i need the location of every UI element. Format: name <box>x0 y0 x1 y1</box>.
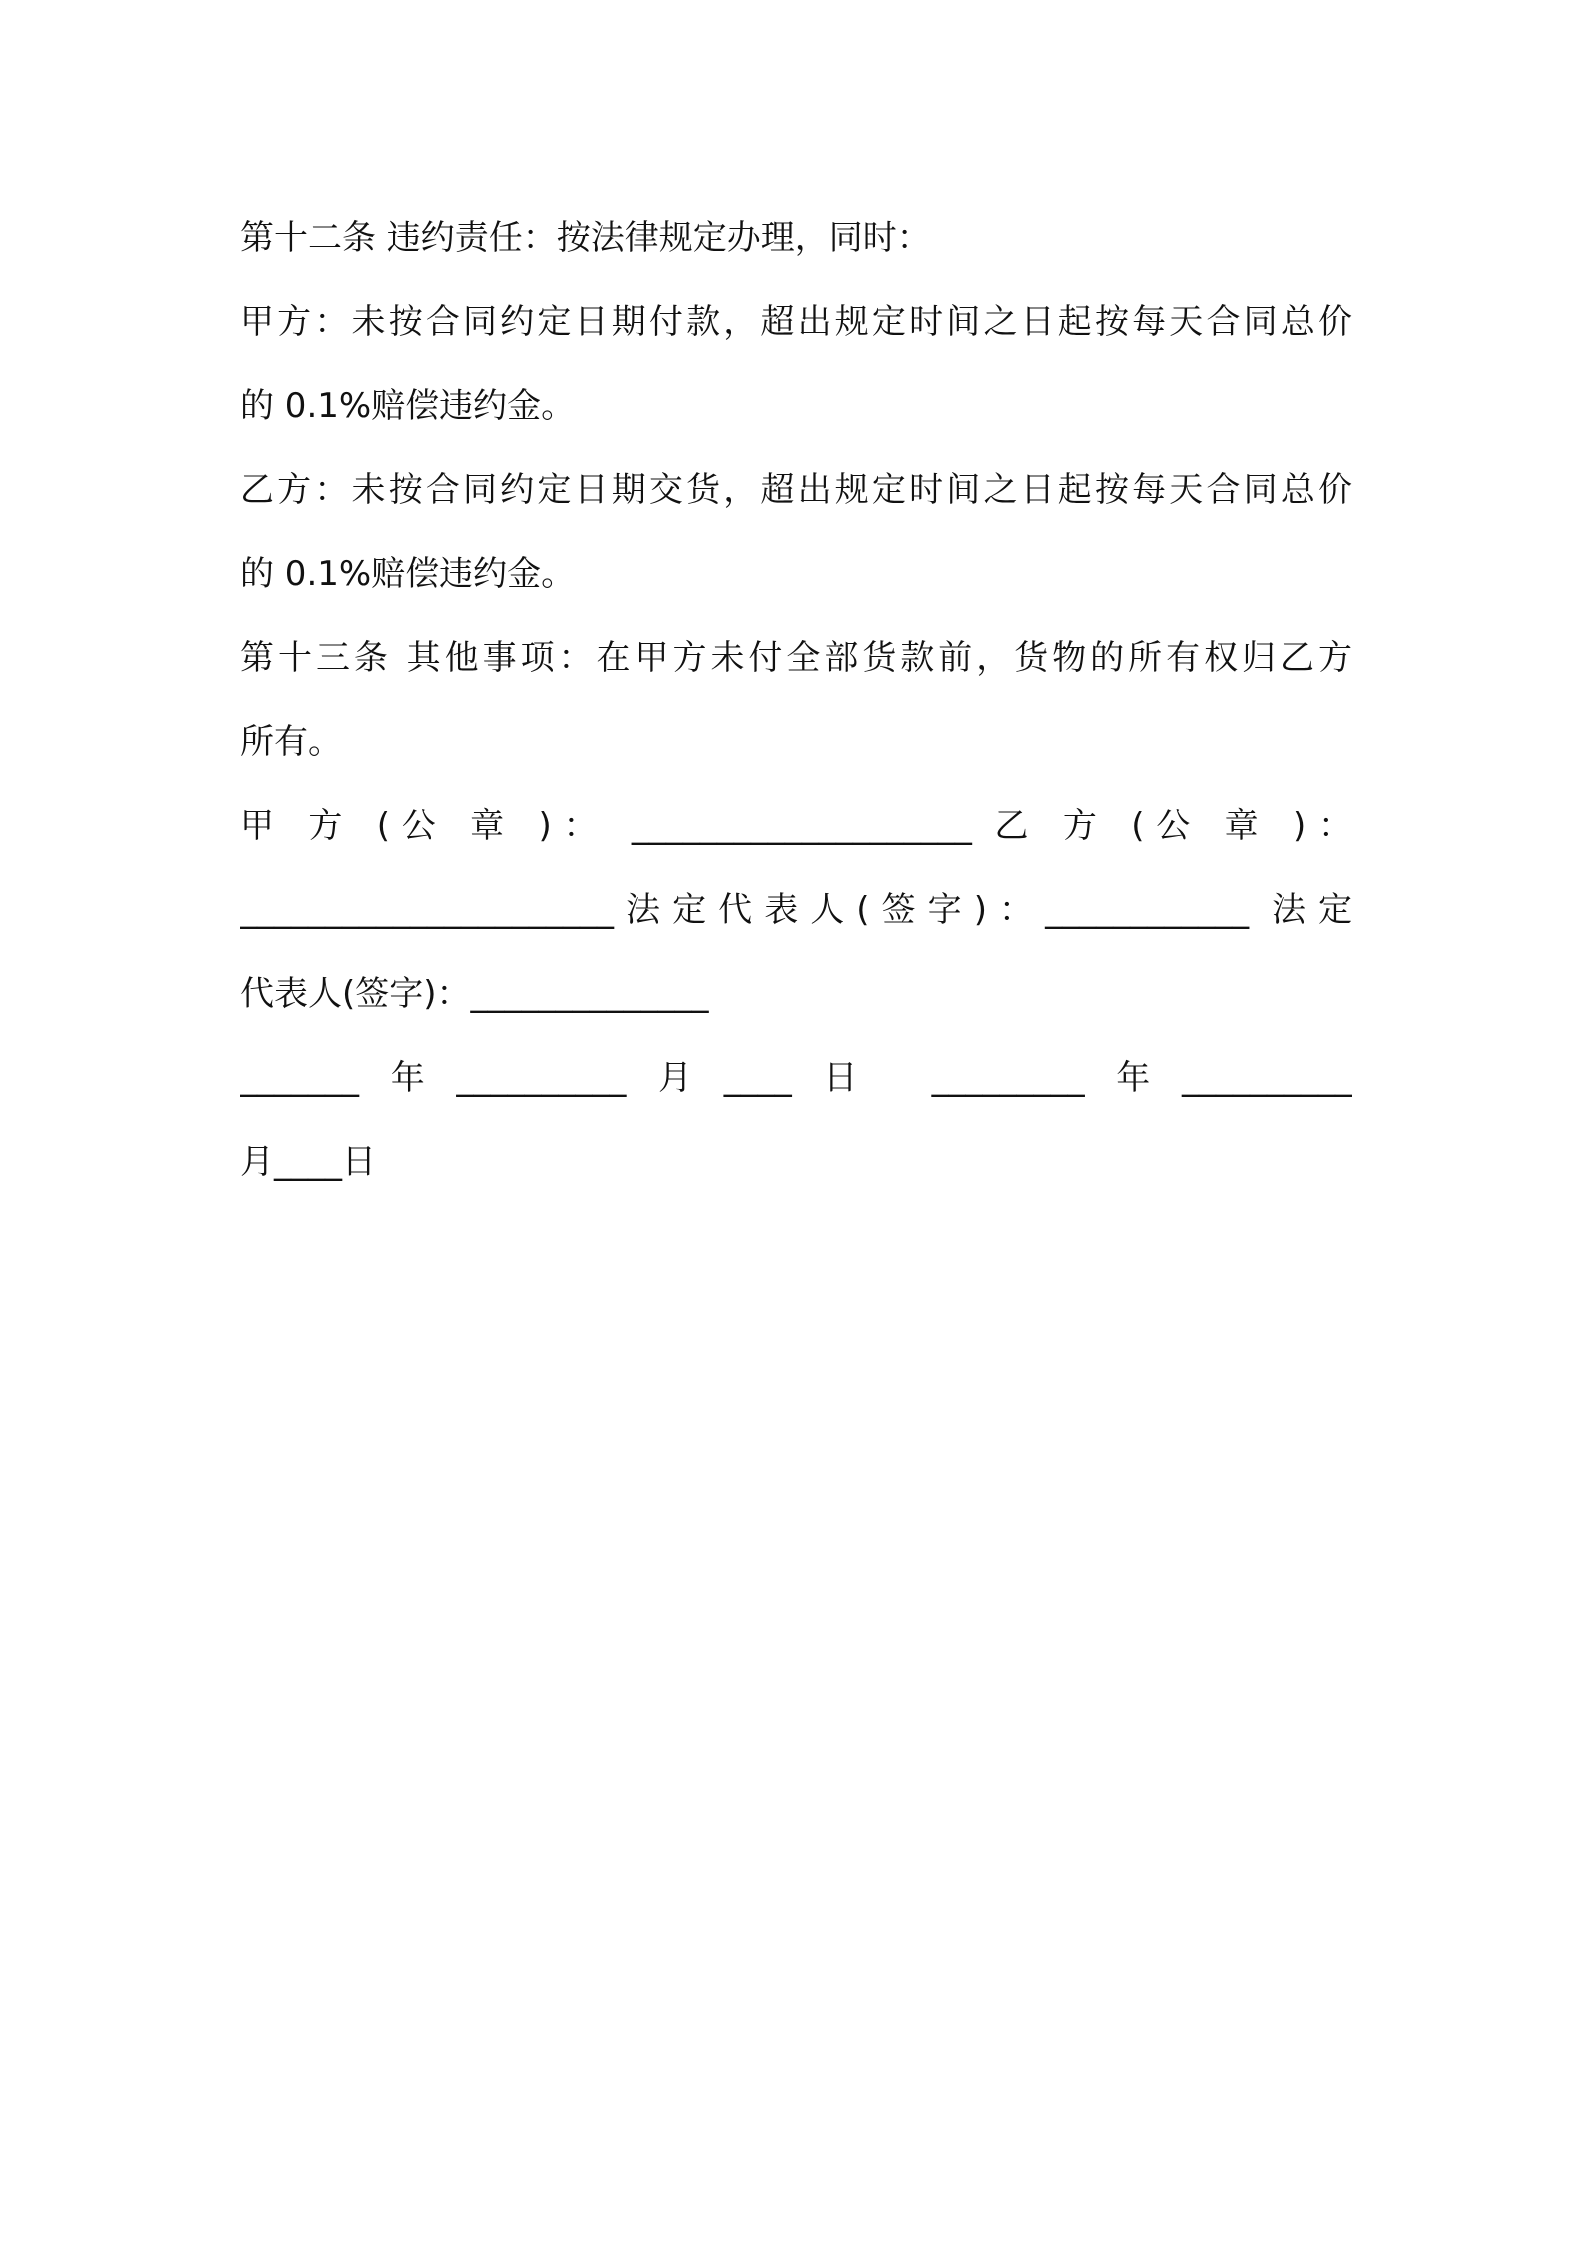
representative-line-2: 代表人(签字)：______________ <box>240 974 709 1014</box>
clause-13-line-2: 所有。 <box>240 722 342 762</box>
seal-line: 甲 方 (公 章 )： ____________________ 乙 方 (公 章 )： <box>240 806 1352 846</box>
party-b-liability-line-2: 的 0.1%赔偿违约金。 <box>240 554 576 594</box>
date-line-2: 月____日 <box>240 1142 376 1182</box>
date-line-1: _______年__________月____日 _________年__________ <box>240 1058 1352 1098</box>
representative-line-1: ______________________法定代表人(签字)：____________ 法定 <box>240 890 1352 930</box>
clause-12-heading: 第十二条 违约责任：按法律规定办理，同时： <box>240 218 931 258</box>
party-b-liability-line-1: 乙方：未按合同约定日期交货，超出规定时间之日起按每天合同总价 <box>240 470 1352 510</box>
clause-13-line-1: 第十三条 其他事项：在甲方未付全部货款前，货物的所有权归乙方 <box>240 638 1352 678</box>
contract-text <box>240 196 1352 1204</box>
party-a-liability-line-2: 的 0.1%赔偿违约金。 <box>240 386 576 426</box>
party-a-liability-line-1: 甲方：未按合同约定日期付款，超出规定时间之日起按每天合同总价 <box>240 302 1352 342</box>
